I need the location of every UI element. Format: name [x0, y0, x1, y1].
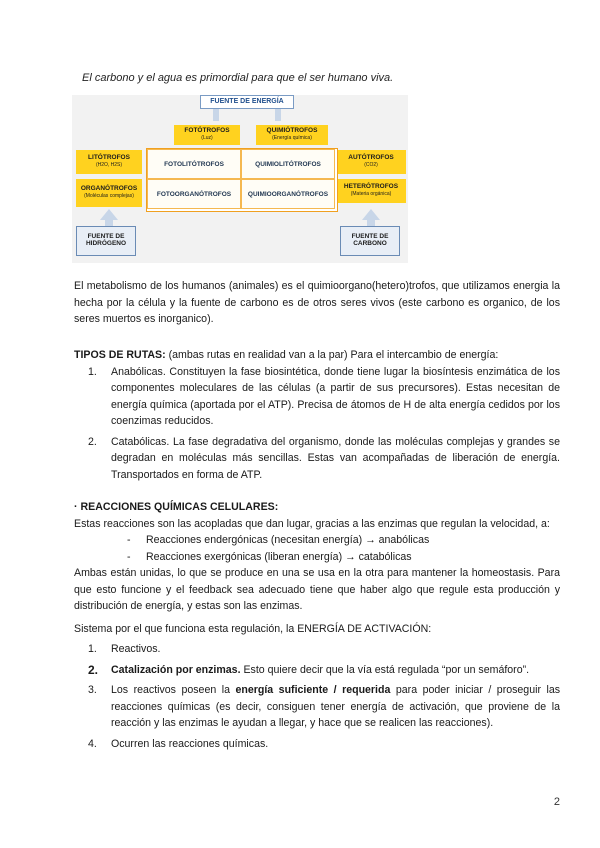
- tipos-heading-line: [74, 347, 560, 364]
- list-text: Catabólicas. La fase degradativa del organismo, donde las moléculas complejas y grandes se degradan en moléculas más sencillas. Estas van acompañadas de liberación de energía. Transportados en forma de ATP.: [111, 435, 560, 481]
- bullet-text: Reacciones endergónicas (necesitan energía) → anabólicas: [146, 534, 430, 546]
- paragraph-metabolism: El metabolismo de los humanos (animales) es el quimioorgano(hetero)trofos, que utilizamos energia la hecha por la célula y la fuente de carbono es de otros seres vivos (este carbono es organico, de los seres muertos es inorganico).: [74, 280, 560, 325]
- list-item-catabolicas: [74, 434, 560, 484]
- list-number: 2.: [88, 435, 97, 448]
- autotrofos-box: [336, 150, 406, 174]
- carbon-source-box: FUENTE DE CARBONO: [340, 226, 400, 256]
- cell-quimiolitotrofos: QUIMIOLITÓTROFOS: [241, 149, 335, 179]
- litotrofos-sub: (H2O, H2S): [95, 162, 123, 169]
- metabolism-diagram: [72, 95, 408, 263]
- arrow-up-hydrogen: [100, 209, 118, 220]
- organotrofos-sub: (Moléculas complejas): [84, 193, 134, 200]
- step-text: Esto quiere decir que la vía está regulada “por un semáforo”.: [240, 663, 530, 676]
- litotrofos-box: [76, 150, 142, 174]
- heterotrofos-title: HETERÓTROFOS: [343, 183, 399, 191]
- step-pre: Los reactivos poseen la: [111, 684, 236, 696]
- quimiotrofos-box: [256, 125, 328, 145]
- heterotrofos-box: [336, 179, 406, 203]
- heterotrofos-sub: (Materia orgánica): [350, 191, 392, 198]
- fototrofos-title: FOTÓTROFOS: [184, 127, 230, 135]
- step-bold: energía suficiente / requerida: [235, 684, 391, 696]
- bullet-exergonicas: [74, 549, 560, 566]
- organotrofos-title: ORGANÓTROFOS: [80, 185, 138, 193]
- step-bold: Catalización por enzimas.: [111, 663, 241, 676]
- bullet-endergonicas: [74, 532, 560, 549]
- list-number: 1.: [88, 365, 97, 378]
- tipos-heading: TIPOS DE RUTAS:: [74, 349, 166, 361]
- quimiotrofos-sub: (Energía química): [272, 135, 312, 142]
- sistema-line: Sistema por el que funciona esta regulación, la ENERGÍA DE ACTIVACIÓN:: [74, 622, 432, 635]
- reacciones-intro: Estas reacciones son las acopladas que dan lugar, gracias a las enzimas que regulan la velocidad, a:: [74, 517, 550, 530]
- cell-fotolitotrofos: FOTOLITÓTROFOS: [147, 149, 241, 179]
- tipos-intro: (ambas rutas en realidad van a la par) Para el intercambio de energía:: [165, 349, 499, 361]
- cell-quimioorganotrofos: QUIMIOORGANÓTROFOS: [241, 179, 335, 209]
- image-caption: El carbono y el agua es primordial para que el ser humano viva.: [82, 72, 394, 84]
- autotrofos-title: AUTÓTROFOS: [348, 154, 394, 162]
- bullet-text: Reacciones exergónicas (liberan energía) → catabólicas: [146, 550, 412, 563]
- fototrofos-box: [174, 125, 240, 145]
- metabolism-grid: [146, 148, 338, 212]
- list-item-anabolicas: [74, 364, 560, 430]
- energy-source-box: FUENTE DE ENERGÍA: [200, 95, 294, 109]
- fototrofos-sub: (Luz): [201, 135, 213, 142]
- reacciones-heading: · REACCIONES QUÍMICAS CELULARES:: [74, 501, 279, 513]
- arrow-down-right: [275, 109, 281, 121]
- step-text: para poder iniciar / proseguir las reacciones químicas (es decir, consiguen tener energía de activación, que proviene de la reacción y las enzimas le ayudan a llegar, y hace que se realicen las reacciones).: [111, 684, 561, 729]
- step-4: [74, 736, 560, 753]
- autotrofos-sub: (CO2): [364, 162, 378, 169]
- step-3: [74, 682, 560, 732]
- dash-marker: -: [127, 534, 131, 546]
- step-number: 1.: [88, 643, 97, 655]
- cell-fotoorganotrofos: FOTOORGANÓTROFOS: [147, 179, 241, 209]
- litotrofos-title: LITÓTROFOS: [88, 154, 130, 162]
- step-number: 4.: [88, 737, 97, 750]
- step-number: 2.: [88, 662, 99, 677]
- tipos-section: [74, 347, 560, 483]
- arrow-up-carbon: [362, 209, 380, 220]
- arrow-down-left: [213, 109, 219, 121]
- step-1: [74, 641, 560, 658]
- organotrofos-box: [76, 179, 142, 207]
- page-number: 2: [553, 796, 560, 808]
- dash-marker: -: [127, 550, 131, 563]
- step-text: Reactivos.: [111, 643, 161, 655]
- hydrogen-source-box: FUENTE DE HIDRÓGENO: [76, 226, 136, 256]
- step-number: 3.: [88, 684, 97, 696]
- step-text: Ocurren las reacciones químicas.: [111, 737, 269, 750]
- reacciones-section: [74, 499, 560, 752]
- reacciones-paragraph: Ambas están unidas, lo que se produce en una se usa en la otra para mantener la homeostasis. Para que esto funcione y el feedback sea adecuado tiene que haber algo que regule esta producción y distribución de energía, y estas son las enzimas.: [74, 567, 560, 612]
- list-text: Anabólicas. Constituyen la fase biosintética, donde tiene lugar la biosíntesis enzimática de los componentes moleculares de las células (a partir de sus precursores). Estas necesitan de energía química (aportada por el ATP). Precisa de átomos de H de alta energía cedidos por los coenzimas reducidos.: [111, 365, 560, 427]
- quimiotrofos-title: QUIMIÓTROFOS: [266, 127, 318, 135]
- step-2: [74, 662, 560, 679]
